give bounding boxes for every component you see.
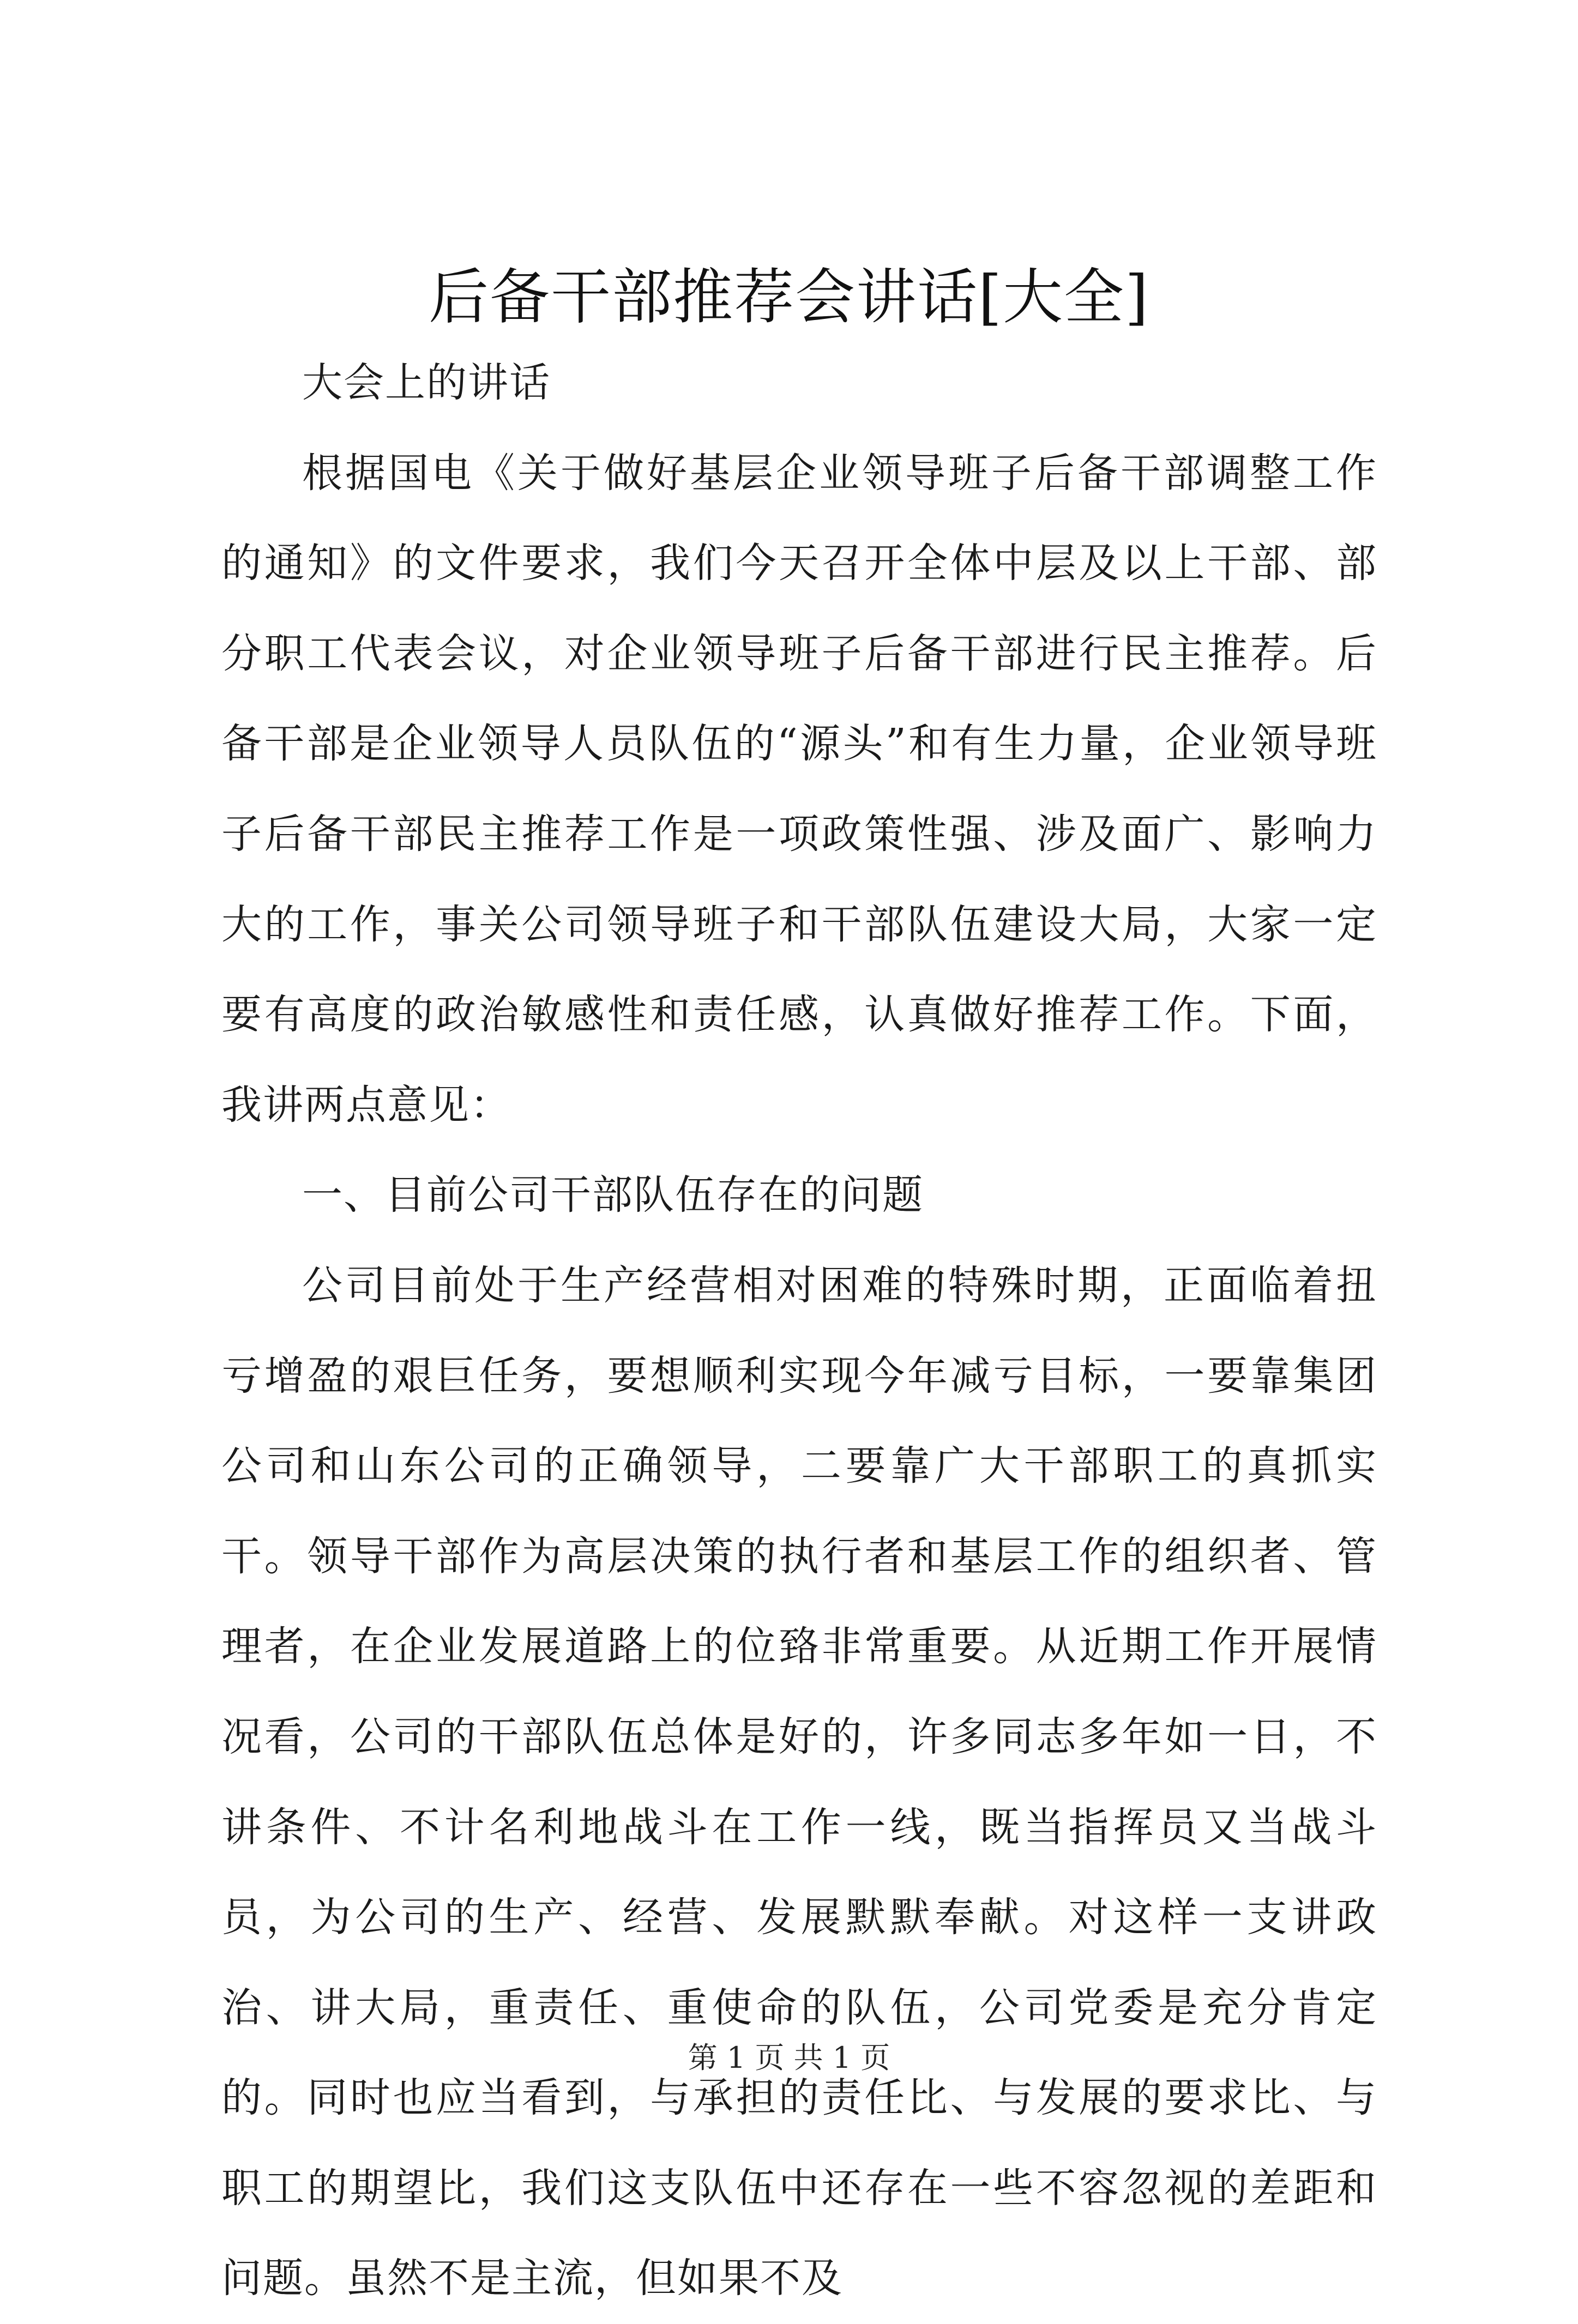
document-title: 后备干部推荐会讲话[大全]	[429, 262, 1149, 332]
paragraph-section-body: 公司目前处于生产经营相对困难的特殊时期，正面临着扭亏增盈的艰巨任务，要想顺利实现今年减亏目标，一要靠集团公司和山东公司的正确领导，二要靠广大干部职工的真抓实干。领导干部作为高层决策的执行者和基层工作的组织者、管理者，在企业发展道路上的位臵非常重要。从近期工作开展情况看，公司的干部队伍总体是好的，许多同志多年如一日，不讲条件、不计名利地战斗在工作一线，既当指挥员又当战斗员，为公司的生产、经营、发展默默奉献。对这样一支讲政治、讲大局，重责任、重使命的队伍，公司党委是充分肯定的。同时也应当看到，与承担的责任比、与发展的要求比、与职工的期望比，我们这支队伍中还存在一些不容忽视的差距和问题。虽然不是主流，但如果不及	[221, 1261, 1377, 2302]
paragraph-section-heading: 一、目前公司干部队伍存在的问题	[302, 1172, 924, 1219]
paragraph-opening: 根据国电《关于做好基层企业领导班子后备干部调整工作的通知》的文件要求，我们今天召开全体中层及以上干部、部分职工代表会议，对企业领导班子后备干部进行民主推荐。后备干部是企业领导人员队伍的“源头”和有生力量，企业领导班子后备干部民主推荐工作是一项政策性强、涉及面广、影响力大的工作，事关公司领导班子和干部队伍建设大局，大家一定要有高度的政治敏感性和责任感，认真做好推荐工作。下面，我讲两点意见：	[221, 449, 1377, 1128]
document-body	[221, 338, 1377, 2324]
page-footer: 第 1 页 共 1 页	[688, 2041, 890, 2075]
paragraph-heading-intro: 大会上的讲话	[302, 359, 551, 406]
